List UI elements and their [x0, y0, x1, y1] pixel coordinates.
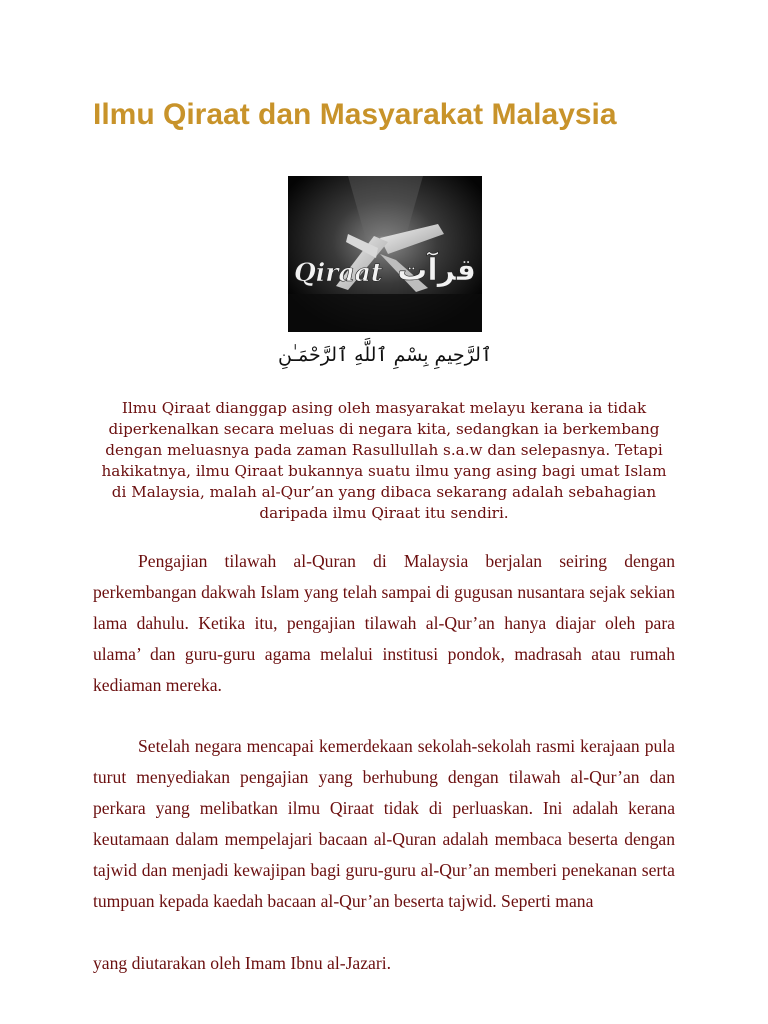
- banner-illustration: [288, 176, 482, 332]
- body-paragraph-2-tail: yang diutarakan oleh Imam Ibnu al-Jazari.: [93, 953, 391, 973]
- body-paragraph-1-text: Pengajian tilawah al-Quran di Malaysia berjalan seiring dengan perkembangan dakwah Islam yang telah sampai di gugusan nusantara sejak sekian lama dahulu. Ketika itu, pengajian tilawah al-Qur’an hanya diajar oleh para ulama’ dan guru-guru agama melalui institusi pondok, madrasah atau rumah kediaman mereka.: [93, 551, 675, 695]
- qiraat-banner-image: [288, 176, 482, 332]
- body-paragraph-2: [93, 731, 675, 917]
- page-title: Ilmu Qiraat dan Masyarakat Malaysia: [93, 98, 617, 131]
- intro-paragraph: Ilmu Qiraat dianggap asing oleh masyarakat melayu kerana ia tidak diperkenalkan secara meluas di negara kita, sedangkan ia berkembang dengan meluasnya pada zaman Rasullullah s.a.w dan selepasnya. Tetapi hakikatnya, ilmu Qiraat bukannya suatu ilmu yang asing bagi umat Islam di Malaysia, malah al-Qur’an yang dibaca sekarang adalah sebahagian daripada ilmu Qiraat itu sendiri.: [101, 399, 667, 522]
- banner-latin-text: Qiraat: [294, 258, 383, 287]
- body-paragraph-2-text: Setelah negara mencapai kemerdekaan sekolah-sekolah rasmi kerajaan pula turut menyediakan pengajian yang berhubung dengan tilawah al-Qur’an dan perkara yang melibatkan ilmu Qiraat tidak di perluaskan. Ini adalah kerana keutamaan dalam mempelajari bacaan al-Quran adalah membaca beserta dengan tajwid dan menjadi kewajipan bagi guru-guru al-Qur’an memberi penekanan serta tumpuan kepada kaedah bacaan al-Qur’an beserta tajwid. Seperti mana: [93, 736, 675, 911]
- banner-arabic-text: قرآت: [397, 253, 476, 288]
- bismillah-text: ٱلرَّحِيمِ بِسْمِ ٱللَّهِ ٱلرَّحْمَـٰنِ: [277, 344, 493, 366]
- body-paragraph-1: [93, 546, 675, 701]
